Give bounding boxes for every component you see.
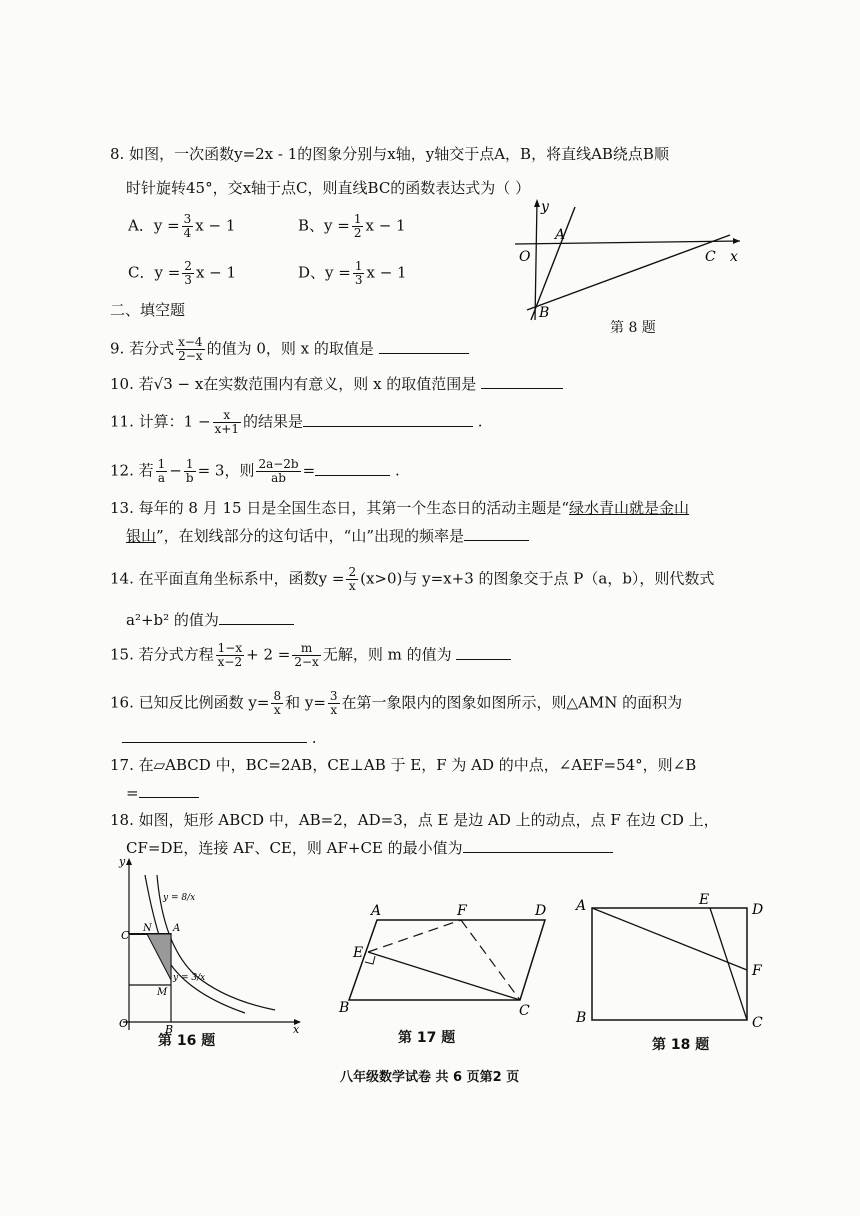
fig17-label-a: A <box>371 903 382 919</box>
figure-18 <box>570 890 770 1035</box>
figure-17 <box>335 895 560 1030</box>
fig8-label-c: C <box>705 249 716 265</box>
fig16-label-o: O <box>119 1017 129 1030</box>
fig16-label-f1: y = 8/x <box>163 893 196 903</box>
q11: 11. 计算：1 − $\frac{x}{x+1}$ 的结果是 . <box>110 408 483 436</box>
q14-line1: 14. 在平面直角坐标系中，函数y = $\frac{2}{x}$ (x>0)与 y=x+3 的图象交于点 P（a，b），则代数式 <box>110 565 715 593</box>
q16-answer-blank <box>122 728 307 743</box>
q13-line1: 13. 每年的 8 月 15 日是全国生态日，其第一个生态日的活动主题是“绿水青山就是金山 <box>110 499 690 517</box>
fig16-label-f2: y = 3/x <box>173 973 206 983</box>
fig8-label-b: B <box>539 305 550 321</box>
fig17-parallelogram <box>349 920 545 1000</box>
fig16-label-n: N <box>143 923 152 934</box>
q14-line2: a²+b² 的值为 <box>126 610 294 630</box>
q13-answer-blank <box>464 526 529 541</box>
fig18-label-d: D <box>752 902 764 918</box>
fig16-label-c: C <box>121 929 130 942</box>
fig17-label-e: E <box>353 945 364 961</box>
fig16-label-x: x <box>293 1023 300 1035</box>
q18-line1: 18. 如图，矩形 ABCD 中，AB=2，AD=3，点 E 是边 AD 上的动点，点 F 在边 CD 上， <box>110 811 719 829</box>
q10: 10. 若√3 − x在实数范围内有意义，则 x 的取值范围是 <box>110 374 563 394</box>
q8-line1: 8. 如图，一次函数y=2x - 1的图象分别与x轴，y轴交于点A，B，将直线AB绕点B顺 <box>110 145 669 163</box>
q18-answer-blank <box>463 838 613 853</box>
q10-answer-blank <box>481 374 563 389</box>
fig16-label-m: M <box>157 987 168 998</box>
fig18-label-b: B <box>576 1010 587 1026</box>
fig16-caption: 第 16 题 <box>158 1033 216 1049</box>
q8-line2: 时针旋转45°，交x轴于点C，则直线BC的函数表达式为（ ） <box>126 179 531 197</box>
fig17-line-fc <box>461 920 520 1000</box>
fig8-label-o: O <box>519 249 531 265</box>
section-fill-blank-heading: 二、填空题 <box>110 301 186 319</box>
fig18-label-a: A <box>576 898 587 914</box>
q12: 12. 若 $\frac{1}{a}$ − $\frac{1}{b}$ = 3，则 $\frac{2a-2b}{ab}$ = . <box>110 457 400 485</box>
fig18-caption: 第 18 题 <box>652 1037 710 1053</box>
q8-option-d: D、y = $\frac{1}{3}$ x − 1 <box>298 259 407 287</box>
q15-answer-blank <box>456 645 511 660</box>
fig17-label-f: F <box>457 903 467 919</box>
q11-answer-blank <box>303 412 473 427</box>
q13-line2: 银山”，在划线部分的这句话中，“山”出现的频率是 <box>126 526 529 546</box>
q15: 15. 若分式方程 $\frac{1-x}{x-2}$ + 2 = $\frac{m}{2-x}$ 无解，则 m 的值为 <box>110 642 511 669</box>
fig16-label-a: A <box>173 923 181 934</box>
fig18-label-c: C <box>752 1015 763 1031</box>
fig17-label-b: B <box>339 1000 350 1016</box>
fig18-rectangle <box>592 908 747 1020</box>
q9-answer-blank <box>379 339 469 354</box>
q18-line2: CF=DE，连接 AF、CE，则 AF+CE 的最小值为 <box>126 838 613 858</box>
fig16-label-b: B <box>165 1023 174 1035</box>
fig8-line-bc <box>527 235 730 310</box>
fig18-line-af <box>592 908 747 970</box>
fig18-label-e: E <box>699 892 710 908</box>
fig8-label-x: x <box>730 249 738 265</box>
fig17-label-c: C <box>519 1003 530 1019</box>
q14-answer-blank <box>219 610 294 625</box>
q8-option-a: A．y = $\frac{3}{4}$ x − 1 <box>128 212 236 240</box>
fig8-line-ab <box>531 207 575 320</box>
fig17-line-ec <box>368 952 520 1000</box>
q16-line2: . <box>122 728 317 748</box>
q9: 9. 若分式 $\frac{x-4}{2-x}$ 的值为 0，则 x 的取值是 <box>110 336 469 363</box>
fig17-label-d: D <box>535 903 547 919</box>
q16-line1: 16. 已知反比例函数 y= $\frac{8}{x}$ 和 y= $\frac{3}{x}$ 在第一象限内的图象如图所示，则△AMN 的面积为 <box>110 689 683 717</box>
fig8-caption: 第 8 题 <box>610 320 656 336</box>
q12-answer-blank <box>315 461 390 476</box>
fig18-label-f: F <box>752 963 762 979</box>
q17-line2: = <box>126 783 199 803</box>
fig8-label-a: A <box>555 227 566 243</box>
fig16-triangle-amn <box>147 934 171 980</box>
page-footer: 八年级数学试卷 共 6 页第2 页 <box>340 1070 520 1085</box>
fig18-line-ec <box>710 908 747 1020</box>
fig8-y-axis <box>535 201 537 320</box>
figure-8 <box>505 195 750 325</box>
fig8-label-y: y <box>541 199 549 215</box>
q17-answer-blank <box>139 783 199 798</box>
figure-16 <box>115 855 305 1035</box>
q8-option-c: C．y = $\frac{2}{3}$ x − 1 <box>128 259 237 287</box>
fig17-line-ef <box>368 920 461 952</box>
q8-option-b: B、y = $\frac{1}{2}$ x − 1 <box>298 212 406 240</box>
fig17-caption: 第 17 题 <box>398 1030 456 1046</box>
q17-line1: 17. 在▱ABCD 中，BC=2AB，CE⊥AB 于 E，F 为 AD 的中点，∠AEF=54°，则∠B <box>110 756 697 774</box>
fig16-label-y: y <box>119 855 126 868</box>
